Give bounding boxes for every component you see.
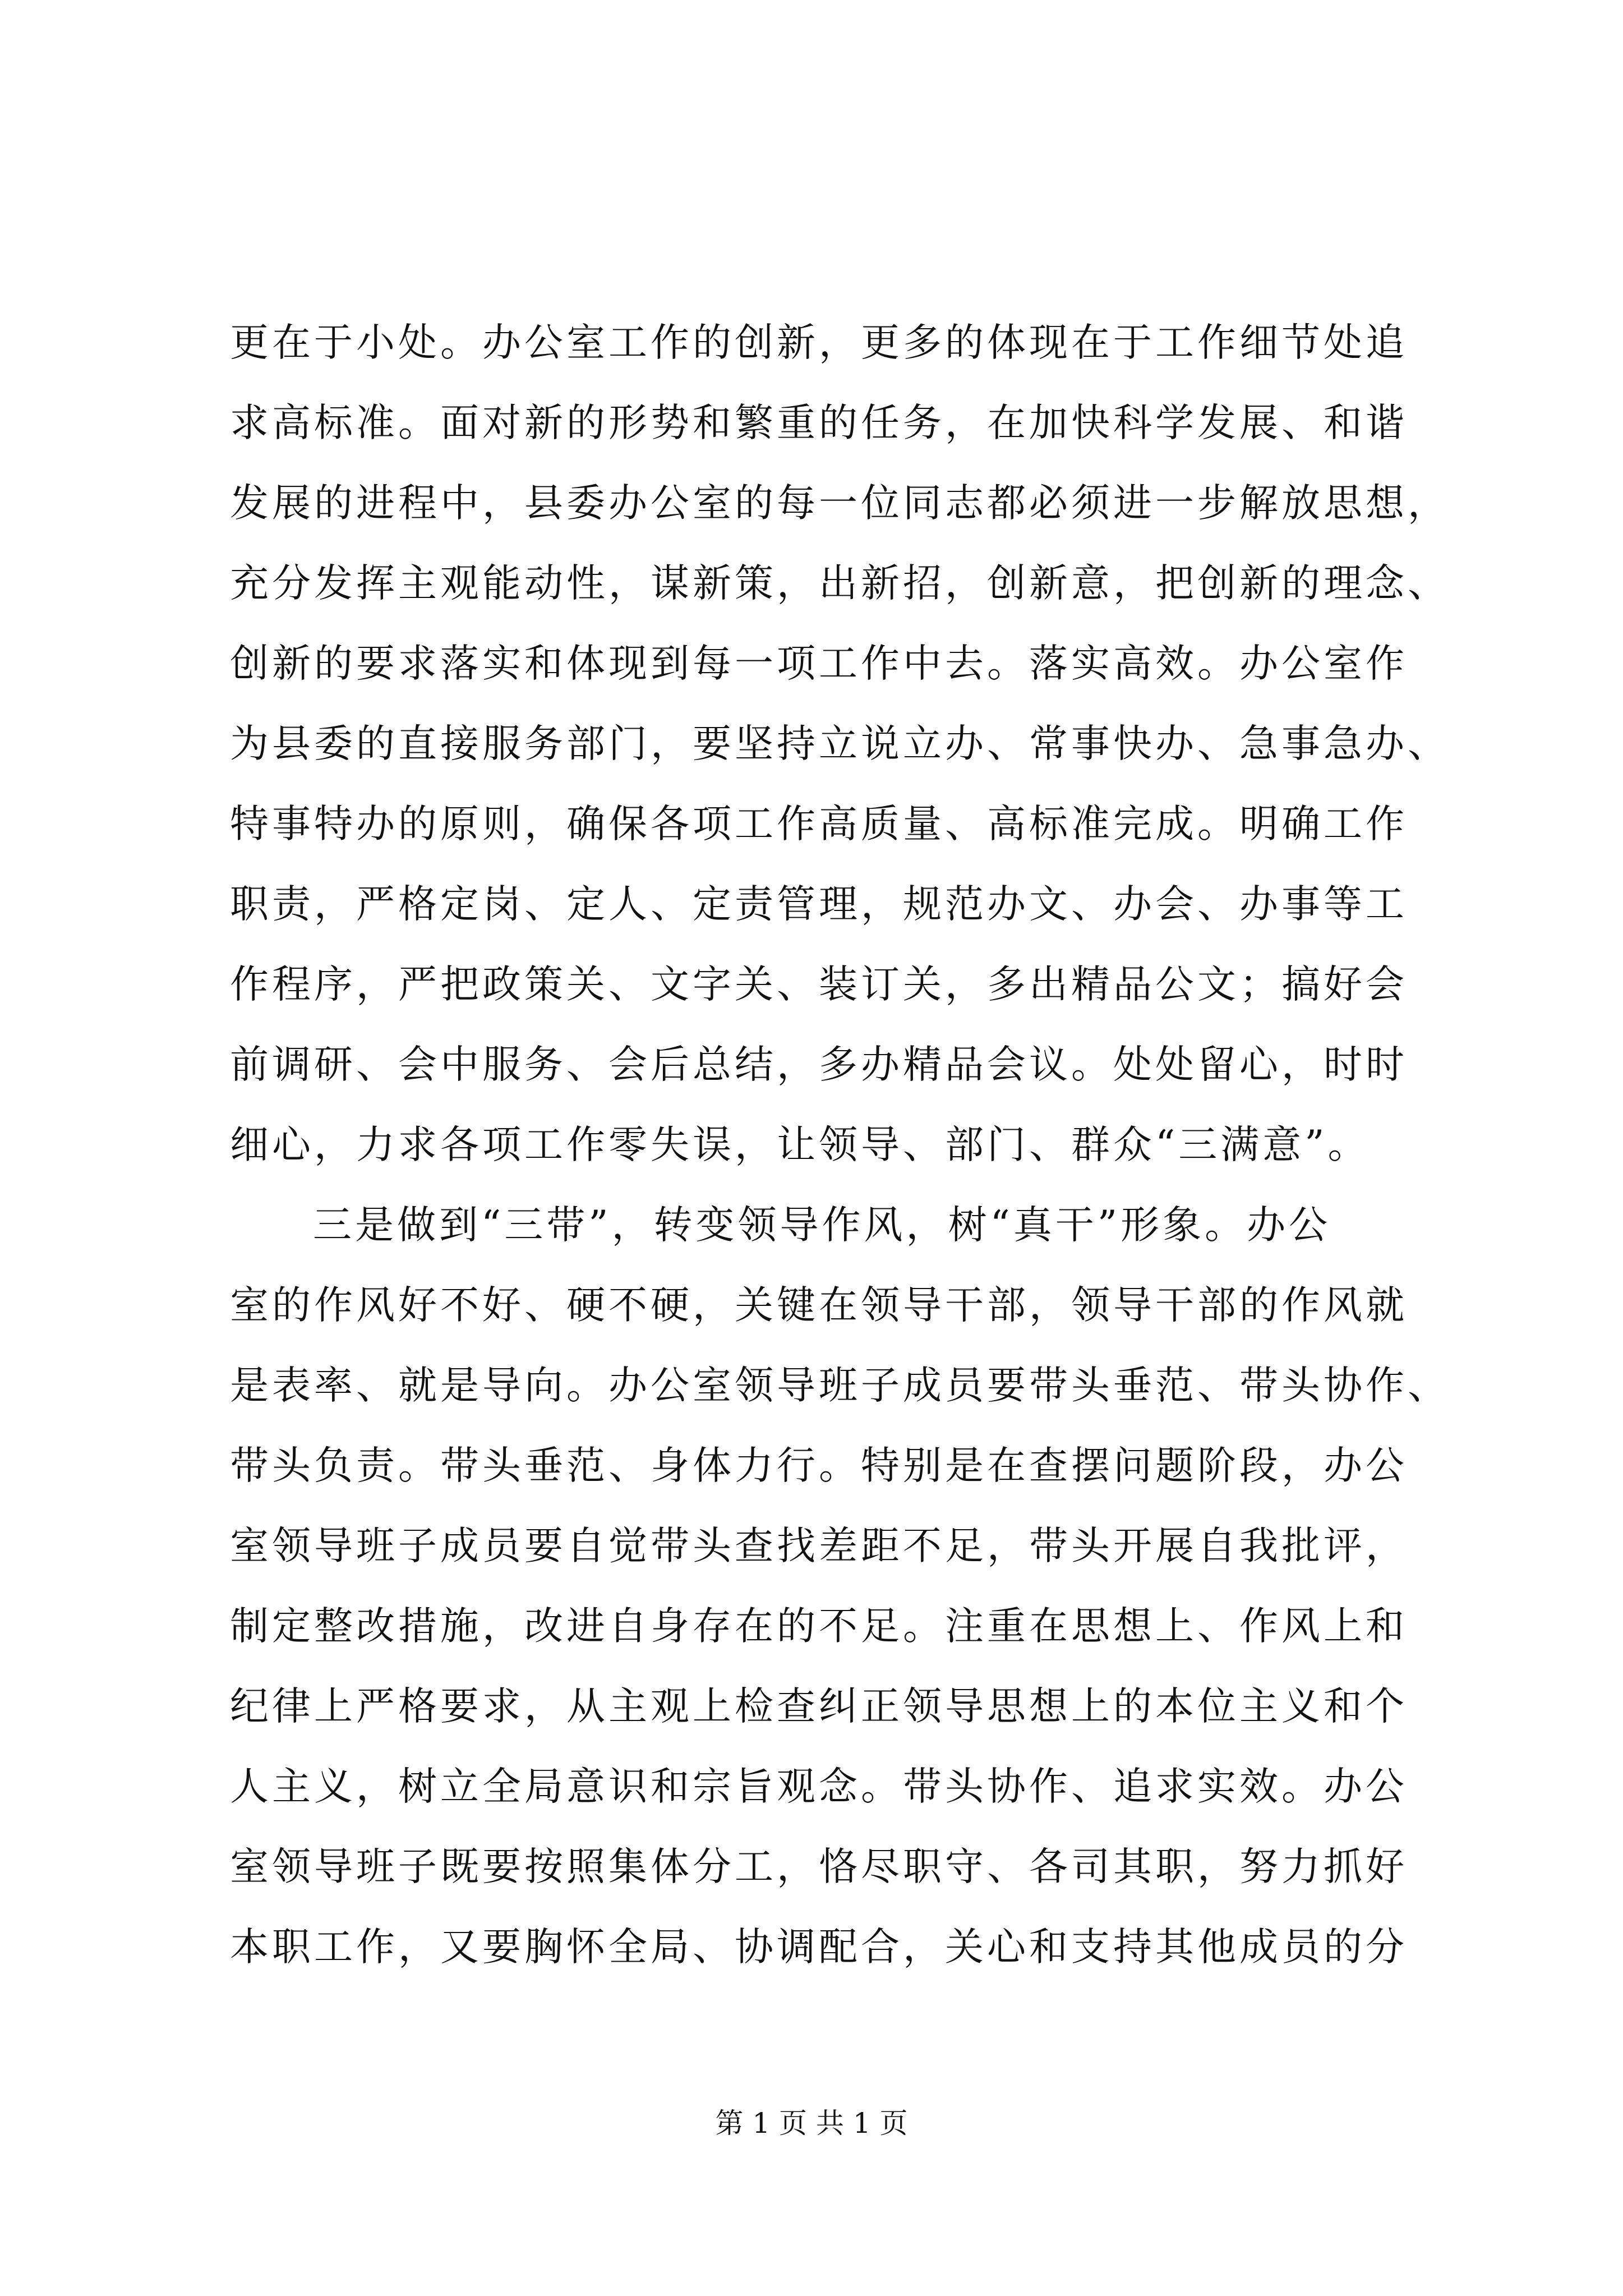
text-line: 本职工作，又要胸怀全局、协调配合，关心和支持其他成员的分 xyxy=(230,1925,1408,1970)
page-number-footer: 第 1 页 共 1 页 xyxy=(715,2107,908,2139)
text-line: 职责，严格定岗、定人、定责管理，规范办文、办会、办事等工 xyxy=(230,882,1408,927)
text-line: 更在于小处。办公室工作的创新，更多的体现在于工作细节处追 xyxy=(230,320,1408,365)
text-line: 人主义，树立全局意识和宗旨观念。带头协作、追求实效。办公 xyxy=(230,1764,1408,1809)
text-line: 求高标准。面对新的形势和繁重的任务，在加快科学发展、和谐 xyxy=(230,401,1408,445)
paragraph-start-line: 三是做到“三带”，转变领导作风，树“真干”形象。办公 xyxy=(313,1203,1331,1248)
text-line: 纪律上严格要求，从主观上检查纠正领导思想上的本位主义和个 xyxy=(230,1684,1408,1729)
text-line: 发展的进程中，县委办公室的每一位同志都必须进一步解放思想， xyxy=(230,481,1450,526)
body-text xyxy=(230,303,1464,1987)
text-line: 室领导班子成员要自觉带头查找差距不足，带头开展自我批评， xyxy=(230,1524,1408,1568)
text-line: 充分发挥主观能动性，谋新策，出新招，创新意，把创新的理念、 xyxy=(230,561,1450,606)
text-line: 带头负责。带头垂范、身体力行。特别是在查摆问题阶段，办公 xyxy=(230,1443,1408,1488)
text-line: 室的作风好不好、硬不硬，关键在领导干部，领导干部的作风就 xyxy=(230,1283,1408,1328)
text-line: 特事特办的原则，确保各项工作高质量、高标准完成。明确工作 xyxy=(230,802,1408,846)
text-line: 创新的要求落实和体现到每一项工作中去。落实高效。办公室作 xyxy=(230,641,1408,686)
text-line: 前调研、会中服务、会后总结，多办精品会议。处处留心，时时 xyxy=(230,1042,1408,1087)
text-line: 为县委的直接服务部门，要坚持立说立办、常事快办、急事急办、 xyxy=(230,721,1450,766)
text-line: 制定整改措施，改进自身存在的不足。注重在思想上、作风上和 xyxy=(230,1604,1408,1649)
text-line: 是表率、就是导向。办公室领导班子成员要带头垂范、带头协作、 xyxy=(230,1363,1450,1408)
text-line: 细心，力求各项工作零失误，让领导、部门、群众“三满意”。 xyxy=(230,1122,1370,1167)
text-line: 作程序，严把政策关、文字关、装订关，多出精品公文；搞好会 xyxy=(230,962,1408,1007)
text-line: 室领导班子既要按照集体分工，恪尽职守、各司其职，努力抓好 xyxy=(230,1844,1408,1889)
